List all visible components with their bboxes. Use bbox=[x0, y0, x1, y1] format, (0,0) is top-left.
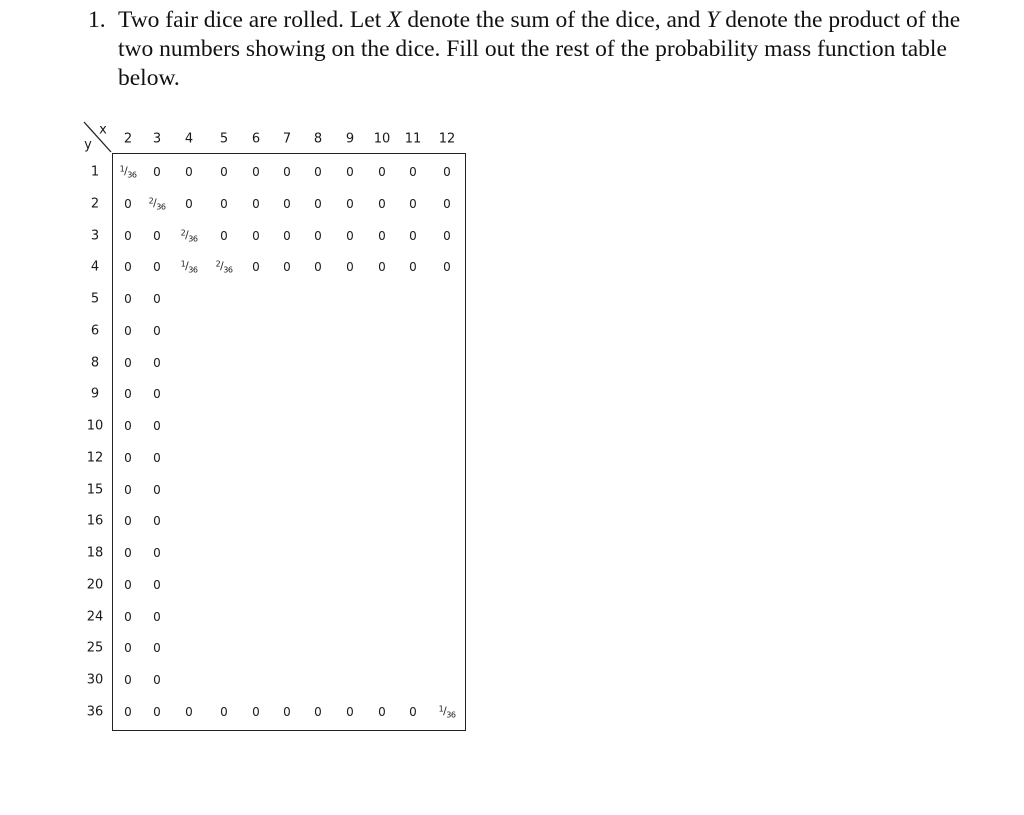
pmf-cell: 0 bbox=[314, 228, 322, 243]
pmf-cell: 0 bbox=[283, 196, 291, 211]
pmf-cell: 0 bbox=[409, 165, 417, 179]
pmf-cell: 0 bbox=[314, 165, 322, 179]
column-header: 6 bbox=[251, 131, 261, 147]
pmf-cell: 0 bbox=[124, 355, 132, 370]
column-header: 7 bbox=[282, 131, 292, 147]
pmf-cell: 0 bbox=[443, 165, 451, 179]
pmf-cell: 0 bbox=[378, 704, 386, 719]
pmf-cell: 0 bbox=[378, 165, 386, 179]
pmf-table bbox=[78, 118, 478, 738]
pmf-cell: $^1/_{36}$ bbox=[119, 164, 137, 180]
pmf-cell: 0 bbox=[220, 196, 228, 211]
pmf-cell: $^2/_{36}$ bbox=[148, 196, 166, 212]
column-header: 10 bbox=[373, 131, 391, 147]
pmf-cell: 0 bbox=[124, 546, 132, 560]
row-header: 25 bbox=[86, 640, 104, 656]
pmf-cell: $^1/_{36}$ bbox=[438, 704, 456, 720]
row-header: 2 bbox=[90, 196, 100, 212]
table-border-right bbox=[465, 153, 466, 730]
row-header: 6 bbox=[90, 323, 100, 339]
pmf-cell: 0 bbox=[153, 609, 161, 624]
pmf-cell: 0 bbox=[443, 196, 451, 211]
pmf-cell: 0 bbox=[346, 228, 354, 243]
column-header: 4 bbox=[184, 131, 194, 147]
pmf-cell: 0 bbox=[124, 387, 132, 402]
row-header: 36 bbox=[86, 704, 104, 720]
pmf-cell: 0 bbox=[124, 482, 132, 497]
math-variable: X bbox=[387, 7, 402, 33]
pmf-cell: 0 bbox=[314, 260, 322, 275]
column-header: 8 bbox=[313, 131, 323, 147]
pmf-cell: 0 bbox=[124, 292, 132, 306]
pmf-cell: 0 bbox=[409, 228, 417, 243]
math-variable: Y bbox=[706, 7, 720, 33]
row-header: 9 bbox=[90, 386, 100, 402]
pmf-cell: 0 bbox=[252, 228, 260, 243]
problem-text bbox=[118, 6, 988, 93]
table-border-bottom bbox=[112, 730, 466, 731]
pmf-cell: 0 bbox=[220, 704, 228, 719]
row-header: 8 bbox=[90, 355, 100, 370]
column-header: 5 bbox=[219, 131, 229, 147]
pmf-cell: 0 bbox=[283, 704, 291, 719]
pmf-cell: 0 bbox=[124, 704, 132, 719]
pmf-cell: 0 bbox=[153, 228, 161, 243]
pmf-cell: 0 bbox=[153, 577, 161, 592]
pmf-cell: 0 bbox=[220, 165, 228, 179]
pmf-cell: 0 bbox=[283, 260, 291, 275]
row-header: 20 bbox=[86, 577, 104, 593]
pmf-cell: 0 bbox=[124, 609, 132, 624]
row-header: 5 bbox=[90, 291, 100, 307]
pmf-cell: 0 bbox=[378, 196, 386, 211]
problem-statement bbox=[88, 6, 988, 93]
column-header: 11 bbox=[404, 131, 422, 147]
row-header: 1 bbox=[90, 164, 100, 180]
pmf-cell: 0 bbox=[283, 165, 291, 179]
pmf-cell: 0 bbox=[443, 228, 451, 243]
pmf-cell: 0 bbox=[443, 260, 451, 275]
pmf-cell: 0 bbox=[153, 292, 161, 306]
pmf-cell: 0 bbox=[314, 196, 322, 211]
pmf-cell: 0 bbox=[409, 196, 417, 211]
row-header: 4 bbox=[90, 259, 100, 275]
pmf-cell: 0 bbox=[153, 673, 161, 687]
pmf-cell: 0 bbox=[252, 165, 260, 179]
row-header: 24 bbox=[86, 609, 104, 624]
pmf-cell: 0 bbox=[124, 228, 132, 243]
pmf-cell: 0 bbox=[409, 260, 417, 275]
pmf-cell: 0 bbox=[153, 450, 161, 465]
pmf-cell: 0 bbox=[153, 641, 161, 656]
column-header: 3 bbox=[152, 131, 162, 147]
column-axis-label: x bbox=[99, 122, 107, 138]
table-border-top bbox=[112, 153, 466, 154]
pmf-cell: 0 bbox=[153, 323, 161, 338]
pmf-cell: 0 bbox=[124, 577, 132, 592]
pmf-cell: 0 bbox=[252, 704, 260, 719]
row-header: 3 bbox=[90, 228, 100, 243]
row-header: 16 bbox=[86, 513, 104, 529]
pmf-cell: 0 bbox=[220, 228, 228, 243]
pmf-cell: 0 bbox=[252, 196, 260, 211]
pmf-cell: 0 bbox=[409, 704, 417, 719]
pmf-cell: 0 bbox=[153, 704, 161, 719]
pmf-cell: 0 bbox=[346, 165, 354, 179]
pmf-cell: 0 bbox=[124, 641, 132, 656]
column-header: 2 bbox=[123, 131, 133, 147]
pmf-cell: 0 bbox=[185, 165, 193, 179]
pmf-cell: 0 bbox=[153, 355, 161, 370]
pmf-cell: 0 bbox=[124, 196, 132, 211]
text-segment: Two fair dice are rolled. Let bbox=[118, 7, 388, 33]
row-header: 30 bbox=[86, 672, 104, 688]
pmf-cell: 0 bbox=[124, 260, 132, 275]
pmf-cell: 0 bbox=[153, 546, 161, 560]
pmf-cell: 0 bbox=[124, 450, 132, 465]
pmf-cell: $^2/_{36}$ bbox=[215, 259, 233, 275]
pmf-cell: 0 bbox=[124, 673, 132, 687]
pmf-cell: 0 bbox=[153, 514, 161, 529]
row-header: 18 bbox=[86, 545, 104, 561]
pmf-cell: 0 bbox=[378, 260, 386, 275]
pmf-cell: 0 bbox=[378, 228, 386, 243]
pmf-cell: 0 bbox=[153, 419, 161, 433]
pmf-cell: 0 bbox=[185, 704, 193, 719]
pmf-cell: 0 bbox=[314, 704, 322, 719]
row-header: 12 bbox=[86, 450, 104, 466]
pmf-cell: $^1/_{36}$ bbox=[180, 259, 198, 275]
column-header: 9 bbox=[345, 131, 355, 147]
pmf-cell: 0 bbox=[153, 482, 161, 497]
pmf-cell: 0 bbox=[346, 704, 354, 719]
table-border-left bbox=[112, 153, 113, 730]
pmf-cell: 0 bbox=[283, 228, 291, 243]
pmf-cell: 0 bbox=[153, 260, 161, 275]
text-segment: denote the product of the two numbers showing on the dice. Fill out the rest of the probability mass function table below. bbox=[118, 7, 961, 91]
pmf-cell: 0 bbox=[153, 387, 161, 402]
row-axis-label: y bbox=[84, 137, 92, 153]
text-segment: denote the sum of the dice, and bbox=[401, 7, 707, 33]
pmf-cell: $^2/_{36}$ bbox=[180, 228, 198, 243]
pmf-cell: 0 bbox=[346, 196, 354, 211]
pmf-cell: 0 bbox=[185, 196, 193, 211]
pmf-cell: 0 bbox=[153, 165, 161, 179]
row-header: 10 bbox=[86, 418, 104, 434]
problem-number: 1. bbox=[88, 7, 106, 33]
row-header: 15 bbox=[86, 482, 104, 497]
pmf-cell: 0 bbox=[124, 323, 132, 338]
pmf-cell: 0 bbox=[252, 260, 260, 275]
pmf-cell: 0 bbox=[124, 514, 132, 529]
column-header: 12 bbox=[438, 131, 456, 147]
pmf-cell: 0 bbox=[124, 419, 132, 433]
pmf-cell: 0 bbox=[346, 260, 354, 275]
